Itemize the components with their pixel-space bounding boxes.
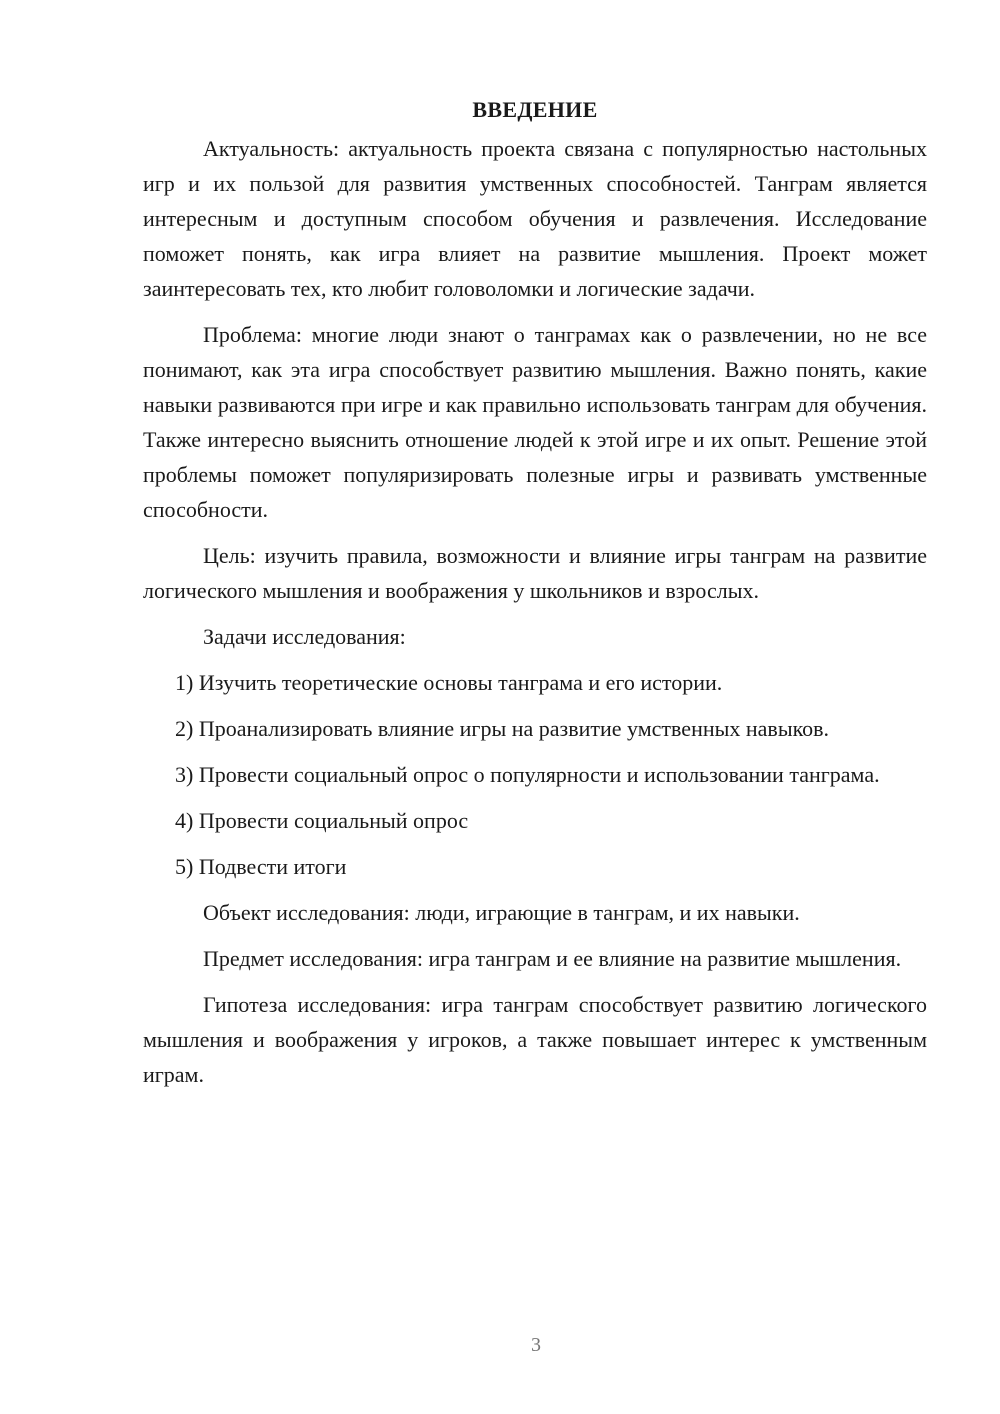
page-number: 3 <box>531 1334 541 1356</box>
section-title: ВВЕДЕНИЕ <box>472 97 598 122</box>
task-item-1: 1) Изучить теоретические основы танграма и его истории. <box>175 670 723 695</box>
tasks-heading: Задачи исследования: <box>203 624 406 649</box>
object-paragraph: Объект исследования: люди, играющие в танграм, и их навыки. <box>203 900 800 925</box>
goal-paragraph: Цель: изучить правила, возможности и влияние игры танграм на развитие логического мышления и воображения у школьников и взрослых. <box>143 543 927 603</box>
problem-paragraph: Проблема: многие люди знают о танграмах как о развлечении, но не все понимают, как эта игра способствует развитию мышления. Важно понять, какие навыки развиваются при игре и как правильно использовать танграм для обучения. Также интересно выяснить отношение людей к этой игре и их опыт. Решение этой проблемы поможет популяризировать полезные игры и развивать умственные способности. <box>143 322 927 522</box>
task-item-5: 5) Подвести итоги <box>175 854 347 879</box>
task-item-4: 4) Провести социальный опрос <box>175 808 469 833</box>
task-item-2: 2) Проанализировать влияние игры на развитие умственных навыков. <box>175 716 830 741</box>
hypothesis-paragraph: Гипотеза исследования: игра танграм способствует развитию логического мышления и воображения у игроков, а также повышает интерес к умственным играм. <box>143 992 927 1087</box>
relevance-paragraph: Актуальность: актуальность проекта связана с популярностью настольных игр и их пользой для развития умственных способностей. Танграм является интересным и доступным способом обучения и развлечения. Исследование поможет понять, как игра влияет на развитие мышления. Проект может заинтересовать тех, кто любит головоломки и логические задачи. <box>143 136 927 301</box>
subject-paragraph: Предмет исследования: игра танграм и ее влияние на развитие мышления. <box>203 946 902 971</box>
task-item-3: 3) Провести социальный опрос о популярности и использовании танграма. <box>175 762 880 787</box>
document-page <box>143 92 927 1092</box>
